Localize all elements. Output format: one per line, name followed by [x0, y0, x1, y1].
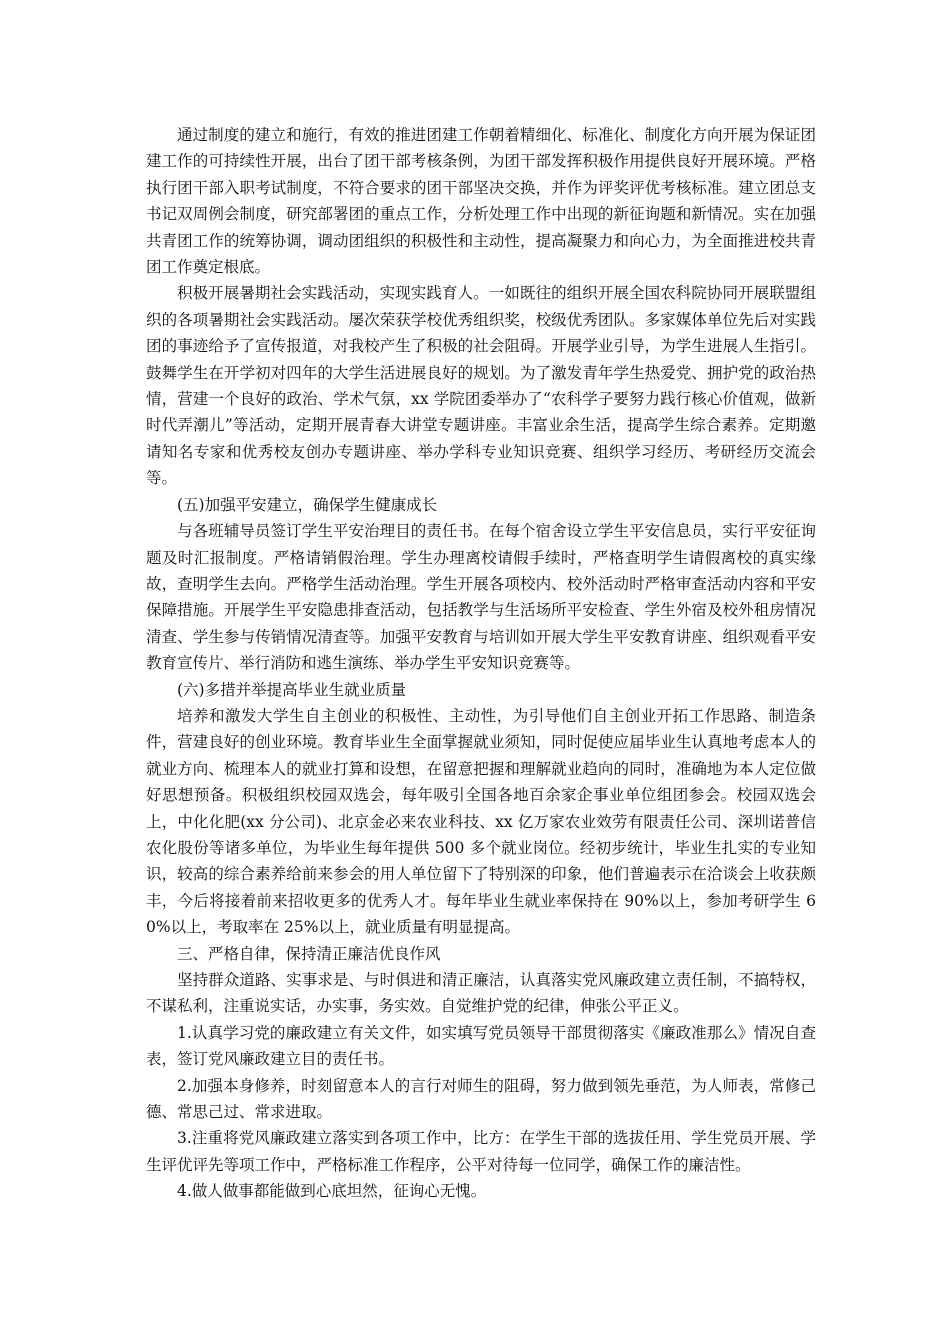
section-heading-self-discipline: 三、严格自律，保持清正廉洁优良作风: [177, 944, 441, 963]
paragraph-team-building-system: 通过制度的建立和施行，有效的推进团建工作朝着精细化、标准化、制度化方向开展为保证团建工作的可持续性开展，出台了团干部考核条例，为团干部发挥积极作用提供良好开展环境。严格执行团干部入职考试制度，不符合要求的团干部坚决交换，并作为评奖评优考核标准。建立团总支书记双周例会制度，研究部署团的重点工作，分析处理工作中出现的新征询题和新情况。实在加强共青团工作的统筹协调，调动团组织的积极性和主动性，提高凝聚力和向心力，为全面推进校共青团工作奠定根底。: [146, 126, 816, 277]
paragraph-employment-quality: 培养和激发大学生自主创业的积极性、主动性，为引导他们自主创业开拓工作思路、制造条件，营建良好的创业环境。教育毕业生全面掌握就业须知，同时促使应届毕业生认真地考虑本人的就业方向、梳理本人的就业打算和设想，在留意把握和理解就业趋向的同时，准确地为本人定位做好思想预备。积极组织校园双选会，每年吸引全国各地百余家企事业单位组团参会。校园双选会上，中化化肥(xx 分公司)、北京金必来农业科技、xx 亿万家农业效劳有限责任公司、深圳诺普信农化股份等诸多单位，为毕业生每年提供 500 多个就业岗位。经初步统计，毕业生扎实的专业知识，较高的综合素养给前来参会的用人单位留下了特别深的印象，他们普遍表示在洽谈会上收获颇丰，今后将接着前来招收更多的优秀人才。每年毕业生就业率保持在 90%以上，参加考研学生 60%以上，考取率在 25%以上，就业质量有明显提高。: [146, 706, 816, 937]
paragraph-summer-practice: 积极开展暑期社会实践活动，实现实践育人。一如既往的组织开展全国农科院协同开展联盟组织的各项暑期社会实践活动。屡次荣获学校优秀组织奖，校级优秀团队。多家媒体单位先后对实践团的事迹给予了宣传报道，对我校产生了积极的社会阻碍。开展学业引导，为学生进展人生指引。鼓舞学生在开学初对四年的大学生活进展良好的规划。为了激发青年学生热爱党、拥护党的政治热情，营建一个良好的政治、学术气氛，xx 学院团委举办了“农科学子要努力践行核心价值观，做新时代弄潮儿”等活动，定期开展青春大讲堂专题讲座。丰富业余生活，提高学生综合素养。定期邀请知名专家和优秀校友创办专题讲座、举办学科专业知识竞赛、组织学习经历、考研经历交流会等。: [146, 284, 816, 488]
paragraph-safety-management: 与各班辅导员签订学生平安治理目的责任书。在每个宿舍设立学生平安信息员，实行平安征询题及时汇报制度。严格请销假治理。学生办理离校请假手续时，严格查明学生请假离校的真实缘故，查明学生去向。严格学生活动治理。学生开展各项校内、校外活动时严格审查活动内容和平安保障措施。开展学生平安隐患排查活动，包括教学与生活场所平安检查、学生外宿及校外租房情况清查、学生参与传销情况清查等。加强平安教育与培训如开展大学生平安教育讲座、组织观看平安教育宣传片、举行消防和逃生演练、举办学生平安知识竞赛等。: [146, 522, 816, 673]
section-heading-employment: (六)多措并举提高毕业生就业质量: [177, 680, 407, 699]
list-item-4: 4.做人做事都能做到心底坦然，征询心无愧。: [177, 1182, 487, 1201]
list-item-1: 1.认真学习党的廉政建立有关文件，如实填写党员领导干部贯彻落实《廉政准那么》情况自查表，签订党风廉政建立目的责任书。: [146, 1023, 816, 1069]
list-item-2: 2.加强本身修养，时刻留意本人的言行对师生的阻碍，努力做到领先垂范，为人师表，常修己德、常思己过、常求进取。: [146, 1076, 816, 1122]
section-heading-safety: (五)加强平安建立，确保学生健康成长: [177, 495, 438, 514]
document-page: [146, 122, 816, 1205]
list-item-3: 3.注重将党风廉政建立落实到各项工作中，比方：在学生干部的选拔任用、学生党员开展、学生评优评先等项工作中，严格标准工作程序，公平对待每一位同学，确保工作的廉洁性。: [146, 1129, 816, 1174]
paragraph-integrity: 坚持群众道路、实事求是、与时俱进和清正廉洁，认真落实党风廉政建立责任制，不搞特权，不谋私利，注重说实话，办实事，务实效。自觉维护党的纪律，伸张公平正义。: [146, 971, 816, 1016]
